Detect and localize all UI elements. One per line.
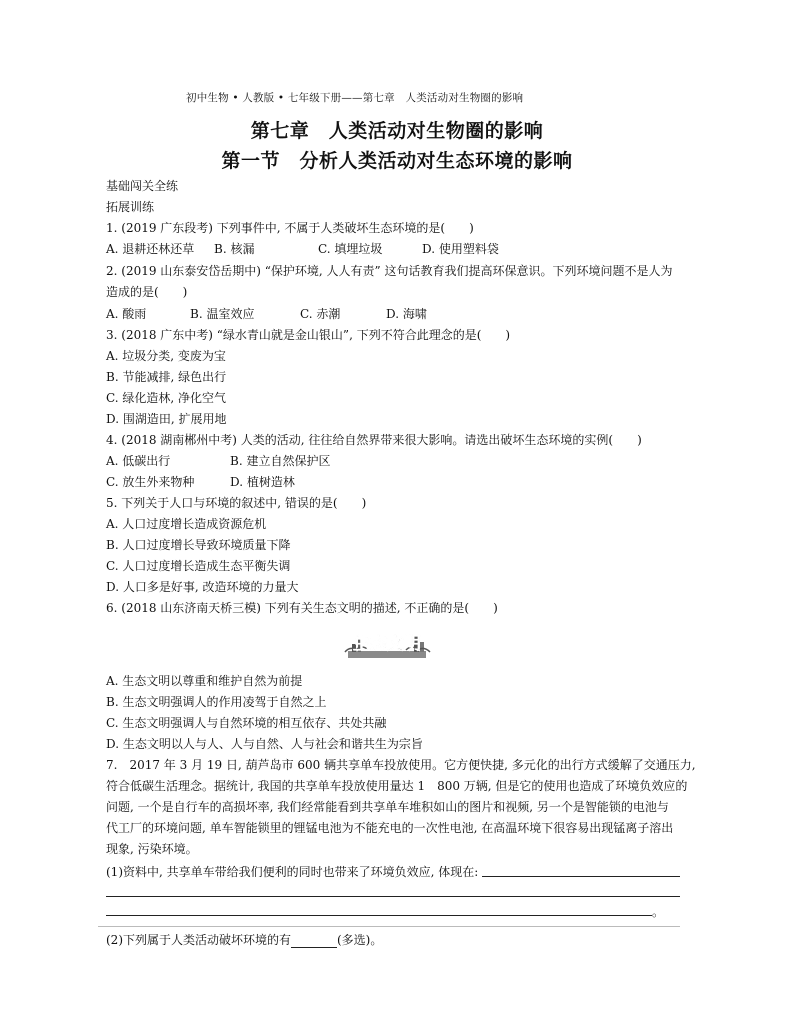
q3-option-a: A. 垃圾分类, 变废为宝 <box>106 349 226 363</box>
q6-stem: 6. (2018 山东济南天桥三模) 下列有关生态文明的描述, 不正确的是( ) <box>106 601 498 615</box>
q1-option-c: C. 填埋垃圾 <box>318 242 383 256</box>
q7-sub1-answer-blank-2[interactable] <box>106 896 680 897</box>
section-label-extended: 拓展训练 <box>106 200 155 214</box>
q5-stem: 5. 下列关于人口与环境的叙述中, 错误的是( ) <box>106 496 367 510</box>
q4-option-c: C. 放生外来物种 <box>106 475 195 489</box>
q2-stem-line-2: 造成的是( ) <box>106 285 188 299</box>
q7-sub1-period: 。 <box>652 905 665 919</box>
q6-option-b: B. 生态文明强调人的作用凌驾于自然之上 <box>106 695 327 709</box>
q7-sub1-prompt: (1)资料中, 共享单车带给我们便利的同时也带来了环境负效应, 体现在: <box>106 865 479 879</box>
q2-options <box>106 305 427 322</box>
q7-sub2-answer-blank[interactable] <box>291 935 337 948</box>
q1-option-a: A. 退耕还林还草 <box>106 242 195 256</box>
q2-option-d: D. 海啸 <box>386 307 427 321</box>
q6-option-a: A. 生态文明以尊重和维护自然为前提 <box>106 674 303 688</box>
q7-passage-line-4: 代工厂的环境问题, 单车智能锁里的锂锰电池为不能充电的一次性电池, 在高温环境下很容易出现锰离子溶出 <box>106 821 674 835</box>
q3-option-b: B. 节能减排, 绿色出行 <box>106 370 227 384</box>
q4-options-row-1 <box>106 452 330 469</box>
section-title: 第一节 分析人类活动对生态环境的影响 <box>221 150 573 172</box>
q2-option-a: A. 酸雨 <box>106 307 147 321</box>
q1-option-d: D. 使用塑料袋 <box>422 242 499 256</box>
q4-option-a: A. 低碳出行 <box>106 454 171 468</box>
divider <box>98 926 680 927</box>
q7-passage-line-3: 问题, 一个是自行车的高损坏率, 我们经常能看到共享单车堆积如山的图片和视频, 另一个是智能锁的电池与 <box>106 800 669 814</box>
q5-option-b: B. 人口过度增长导致环境质量下降 <box>106 538 291 552</box>
q3-option-d: D. 围湖造田, 扩展用地 <box>106 412 227 426</box>
q7-passage-line-1: 7. 2017 年 3 月 19 日, 葫芦岛市 600 辆共享单车投放使用。它方便快捷, 多元化的出行方式缓解了交通压力, <box>106 758 696 772</box>
running-header: 初中生物 • 人教版 • 七年级下册——第七章 人类活动对生物圈的影响 <box>186 92 524 104</box>
chapter-title: 第七章 人类活动对生物圈的影响 <box>250 120 544 142</box>
q4-stem: 4. (2018 湖南郴州中考) 人类的活动, 往往给自然界带来很大影响。请选出破坏生态环境的实例( ) <box>106 433 642 447</box>
q4-option-b: B. 建立自然保护区 <box>230 454 331 468</box>
q4-option-d: D. 植树造林 <box>230 475 295 489</box>
q2-option-b: B. 温室效应 <box>190 307 255 321</box>
q7-sub2-text-b: (多选)。 <box>337 933 383 947</box>
q2-stem-line-1: 2. (2019 山东泰安岱岳期中) “保护环境, 人人有责” 这句话教育我们提高环保意识。下列环境问题不是人为 <box>106 264 673 278</box>
section-label-basic: 基础闯关全练 <box>106 179 179 193</box>
q7-sub2-text-a: (2)下列属于人类活动破坏环境的有 <box>106 933 291 947</box>
q6-option-d: D. 生态文明以人与人、人与自然、人与社会和谐共生为宗旨 <box>106 737 423 751</box>
q1-options <box>106 240 499 257</box>
q6-option-c: C. 生态文明强调人与自然环境的相互依存、共处共融 <box>106 716 387 730</box>
q5-option-d: D. 人口多是好事, 改造环境的力量大 <box>106 580 299 594</box>
q7-sub1-answer-blank-3[interactable] <box>106 915 652 916</box>
q7-passage-line-5: 现象, 污染环境。 <box>106 842 198 856</box>
q7-sub1-answer-blank-1[interactable] <box>482 876 680 877</box>
ecological-civilization-emblem <box>342 624 432 662</box>
q7-passage-line-2: 符合低碳生活理念。据统计, 我国的共享单车投放使用量达 1 800 万辆, 但是它的使用也造成了环境负效应的 <box>106 779 688 793</box>
q3-stem: 3. (2018 广东中考) “绿水青山就是金山银山”, 下列不符合此理念的是( ) <box>106 328 511 342</box>
q2-option-c: C. 赤潮 <box>300 307 341 321</box>
q5-option-c: C. 人口过度增长造成生态平衡失调 <box>106 559 291 573</box>
q3-option-c: C. 绿化造林, 净化空气 <box>106 391 227 405</box>
q1-option-b: B. 核漏 <box>214 242 255 256</box>
q5-option-a: A. 人口过度增长造成资源危机 <box>106 517 267 531</box>
q4-options-row-2 <box>106 473 295 490</box>
q1-stem: 1. (2019 广东段考) 下列事件中, 不属于人类破坏生态环境的是( ) <box>106 221 474 235</box>
q7-sub2-prompt <box>106 931 382 948</box>
emblem-text: 生态文明 <box>353 634 421 654</box>
